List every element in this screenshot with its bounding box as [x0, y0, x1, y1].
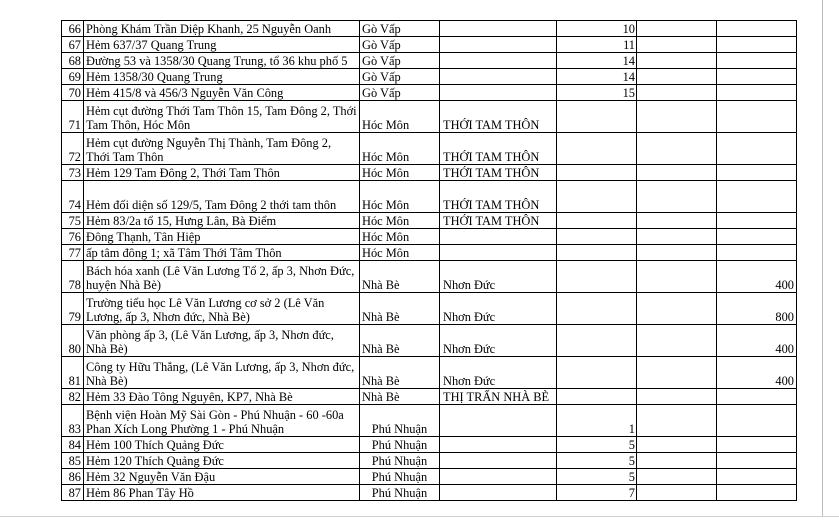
district-cell: Phú Nhuận	[360, 405, 440, 437]
row-number: 84	[62, 437, 84, 453]
value-cell: 11	[557, 37, 637, 53]
extra-value-cell	[717, 101, 797, 133]
table-row	[62, 101, 797, 133]
table-row	[62, 213, 797, 229]
ward-cell	[440, 453, 557, 469]
value-cell: 1	[557, 405, 637, 437]
blank-cell	[637, 37, 717, 53]
extra-value-cell	[717, 453, 797, 469]
extra-value-cell	[717, 405, 797, 437]
ward-cell: Nhơn Đức	[440, 357, 557, 389]
blank-cell	[637, 389, 717, 405]
table-row	[62, 437, 797, 453]
address-cell: Hẻm 86 Phan Tây Hồ	[84, 485, 360, 501]
page-edge	[0, 516, 839, 517]
ward-cell	[440, 69, 557, 85]
value-cell	[557, 229, 637, 245]
address-cell: Công ty Hữu Thắng, (Lê Văn Lương, ấp 3, Nhơn đức, Nhà Bè)	[84, 357, 360, 389]
row-number: 86	[62, 469, 84, 485]
address-cell: Phòng Khám Trần Diệp Khanh, 25 Nguyễn Oanh	[84, 21, 360, 37]
row-number: 74	[62, 181, 84, 213]
address-cell: Bách hóa xanh (Lê Văn Lương Tổ 2, ấp 3, Nhơn Đức, huyện Nhà Bè)	[84, 261, 360, 293]
extra-value-cell	[717, 165, 797, 181]
row-number: 77	[62, 245, 84, 261]
row-number: 82	[62, 389, 84, 405]
address-cell: ấp tâm đông 1; xã Tâm Thới Tâm Thôn	[84, 245, 360, 261]
value-cell	[557, 325, 637, 357]
ward-cell	[440, 85, 557, 101]
address-cell: Hẻm cụt đường Thới Tam Thôn 15, Tam Đông 2, Thới Tam Thôn, Hóc Môn	[84, 101, 360, 133]
value-cell: 5	[557, 437, 637, 453]
blank-cell	[637, 21, 717, 37]
value-cell: 5	[557, 453, 637, 469]
ward-cell	[440, 53, 557, 69]
blank-cell	[637, 53, 717, 69]
row-number: 66	[62, 21, 84, 37]
address-cell: Hẻm đối diện số 129/5, Tam Đông 2 thới tam thôn	[84, 181, 360, 213]
table-row	[62, 229, 797, 245]
value-cell: 10	[557, 21, 637, 37]
table-row	[62, 165, 797, 181]
table-row	[62, 69, 797, 85]
value-cell: 15	[557, 85, 637, 101]
ward-cell	[440, 245, 557, 261]
value-cell	[557, 357, 637, 389]
district-cell: Nhà Bè	[360, 357, 440, 389]
address-cell: Văn phòng ấp 3, (Lê Văn Lương, ấp 3, Nhơn đức, Nhà Bè)	[84, 325, 360, 357]
district-cell: Gò Vấp	[360, 69, 440, 85]
district-cell: Nhà Bè	[360, 389, 440, 405]
ward-cell	[440, 229, 557, 245]
district-cell: Nhà Bè	[360, 293, 440, 325]
district-cell: Hóc Môn	[360, 133, 440, 165]
extra-value-cell	[717, 85, 797, 101]
table-row	[62, 325, 797, 357]
extra-value-cell: 800	[717, 293, 797, 325]
row-number: 75	[62, 213, 84, 229]
district-cell: Phú Nhuận	[360, 485, 440, 501]
blank-cell	[637, 293, 717, 325]
blank-cell	[637, 133, 717, 165]
table-row	[62, 21, 797, 37]
value-cell	[557, 261, 637, 293]
district-cell: Hóc Môn	[360, 213, 440, 229]
row-number: 80	[62, 325, 84, 357]
row-number: 73	[62, 165, 84, 181]
address-cell: Hẻm 100 Thích Quảng Đức	[84, 437, 360, 453]
table-row	[62, 261, 797, 293]
table-row	[62, 85, 797, 101]
address-cell: Đông Thạnh, Tân Hiệp	[84, 229, 360, 245]
ward-cell	[440, 21, 557, 37]
table-row	[62, 485, 797, 501]
value-cell	[557, 389, 637, 405]
ward-cell: THỚI TAM THÔN	[440, 181, 557, 213]
district-cell: Phú Nhuận	[360, 453, 440, 469]
ward-cell: Nhơn Đức	[440, 325, 557, 357]
blank-cell	[637, 85, 717, 101]
ward-cell	[440, 37, 557, 53]
address-cell: Hẻm 637/37 Quang Trung	[84, 37, 360, 53]
blank-cell	[637, 245, 717, 261]
address-cell: Hẻm 415/8 và 456/3 Nguyễn Văn Công	[84, 85, 360, 101]
row-number: 71	[62, 101, 84, 133]
blank-cell	[637, 485, 717, 501]
ward-cell	[440, 485, 557, 501]
extra-value-cell	[717, 69, 797, 85]
extra-value-cell	[717, 133, 797, 165]
district-cell: Gò Vấp	[360, 37, 440, 53]
ward-cell: Nhơn Đức	[440, 261, 557, 293]
ward-cell: THỚI TAM THÔN	[440, 133, 557, 165]
address-cell: Hẻm 83/2a tổ 15, Hưng Lân, Bà Điểm	[84, 213, 360, 229]
row-number: 79	[62, 293, 84, 325]
blank-cell	[637, 453, 717, 469]
blank-cell	[637, 325, 717, 357]
table-row	[62, 389, 797, 405]
address-cell: Hẻm 129 Tam Đông 2, Thới Tam Thôn	[84, 165, 360, 181]
district-cell: Gò Vấp	[360, 85, 440, 101]
ward-cell: THỚI TAM THÔN	[440, 213, 557, 229]
ward-cell: Nhơn Đức	[440, 293, 557, 325]
extra-value-cell	[717, 21, 797, 37]
value-cell	[557, 181, 637, 213]
address-cell: Hẻm 33 Đào Tông Nguyên, KP7, Nhà Bè	[84, 389, 360, 405]
blank-cell	[637, 165, 717, 181]
row-number: 83	[62, 405, 84, 437]
address-cell: Đường 53 và 1358/30 Quang Trung, tổ 36 khu phố 5	[84, 53, 360, 69]
district-cell: Gò Vấp	[360, 53, 440, 69]
blank-cell	[637, 469, 717, 485]
ward-cell	[440, 405, 557, 437]
row-number: 78	[62, 261, 84, 293]
row-number: 87	[62, 485, 84, 501]
value-cell: 14	[557, 53, 637, 69]
value-cell	[557, 165, 637, 181]
ward-cell	[440, 469, 557, 485]
blank-cell	[637, 405, 717, 437]
extra-value-cell	[717, 437, 797, 453]
district-cell: Nhà Bè	[360, 261, 440, 293]
table-row	[62, 405, 797, 437]
district-cell: Phú Nhuận	[360, 469, 440, 485]
extra-value-cell	[717, 485, 797, 501]
row-number: 85	[62, 453, 84, 469]
blank-cell	[637, 213, 717, 229]
district-cell: Phú Nhuận	[360, 437, 440, 453]
table-row	[62, 469, 797, 485]
address-cell: Hẻm 1358/30 Quang Trung	[84, 69, 360, 85]
district-cell: Hóc Môn	[360, 245, 440, 261]
value-cell	[557, 133, 637, 165]
blank-cell	[637, 69, 717, 85]
ward-cell: THỊ TRẤN NHÀ BÈ	[440, 389, 557, 405]
row-number: 70	[62, 85, 84, 101]
blank-cell	[637, 229, 717, 245]
location-table	[61, 20, 797, 501]
extra-value-cell	[717, 181, 797, 213]
row-number: 72	[62, 133, 84, 165]
district-cell: Hóc Môn	[360, 101, 440, 133]
value-cell	[557, 101, 637, 133]
table-row	[62, 181, 797, 213]
value-cell	[557, 213, 637, 229]
district-cell: Nhà Bè	[360, 325, 440, 357]
blank-cell	[637, 181, 717, 213]
table-row	[62, 245, 797, 261]
extra-value-cell	[717, 37, 797, 53]
table-row	[62, 53, 797, 69]
extra-value-cell	[717, 245, 797, 261]
address-cell: Trường tiểu học Lê Văn Lương cơ sở 2 (Lê Văn Lương, ấp 3, Nhơn đức, Nhà Bè)	[84, 293, 360, 325]
row-number: 76	[62, 229, 84, 245]
row-number: 68	[62, 53, 84, 69]
extra-value-cell: 400	[717, 357, 797, 389]
value-cell	[557, 245, 637, 261]
ward-cell	[440, 437, 557, 453]
table-row	[62, 357, 797, 389]
district-cell: Hóc Môn	[360, 229, 440, 245]
value-cell: 14	[557, 69, 637, 85]
district-cell: Hóc Môn	[360, 181, 440, 213]
blank-cell	[637, 261, 717, 293]
value-cell	[557, 293, 637, 325]
address-cell: Bệnh viện Hoàn Mỹ Sài Gòn - Phú Nhuận - 60 -60a Phan Xích Long Phường 1 - Phú Nhuận	[84, 405, 360, 437]
district-cell: Hóc Môn	[360, 165, 440, 181]
value-cell: 7	[557, 485, 637, 501]
extra-value-cell	[717, 469, 797, 485]
extra-value-cell	[717, 389, 797, 405]
row-number: 69	[62, 69, 84, 85]
blank-cell	[637, 101, 717, 133]
ward-cell: THỚI TAM THÔN	[440, 165, 557, 181]
address-cell: Hẻm 120 Thích Quảng Đức	[84, 453, 360, 469]
row-number: 67	[62, 37, 84, 53]
district-cell: Gò Vấp	[360, 21, 440, 37]
extra-value-cell: 400	[717, 325, 797, 357]
table-row	[62, 293, 797, 325]
address-cell: Hẻm 32 Nguyễn Văn Đậu	[84, 469, 360, 485]
address-cell: Hẻm cụt đường Nguyễn Thị Thành, Tam Đông 2, Thới Tam Thôn	[84, 133, 360, 165]
table-row	[62, 37, 797, 53]
table-row	[62, 453, 797, 469]
extra-value-cell	[717, 213, 797, 229]
extra-value-cell	[717, 53, 797, 69]
row-number: 81	[62, 357, 84, 389]
table-row	[62, 133, 797, 165]
blank-cell	[637, 357, 717, 389]
extra-value-cell: 400	[717, 261, 797, 293]
extra-value-cell	[717, 229, 797, 245]
value-cell: 5	[557, 469, 637, 485]
ward-cell: THỚI TAM THÔN	[440, 101, 557, 133]
blank-cell	[637, 437, 717, 453]
table-body	[62, 21, 797, 501]
